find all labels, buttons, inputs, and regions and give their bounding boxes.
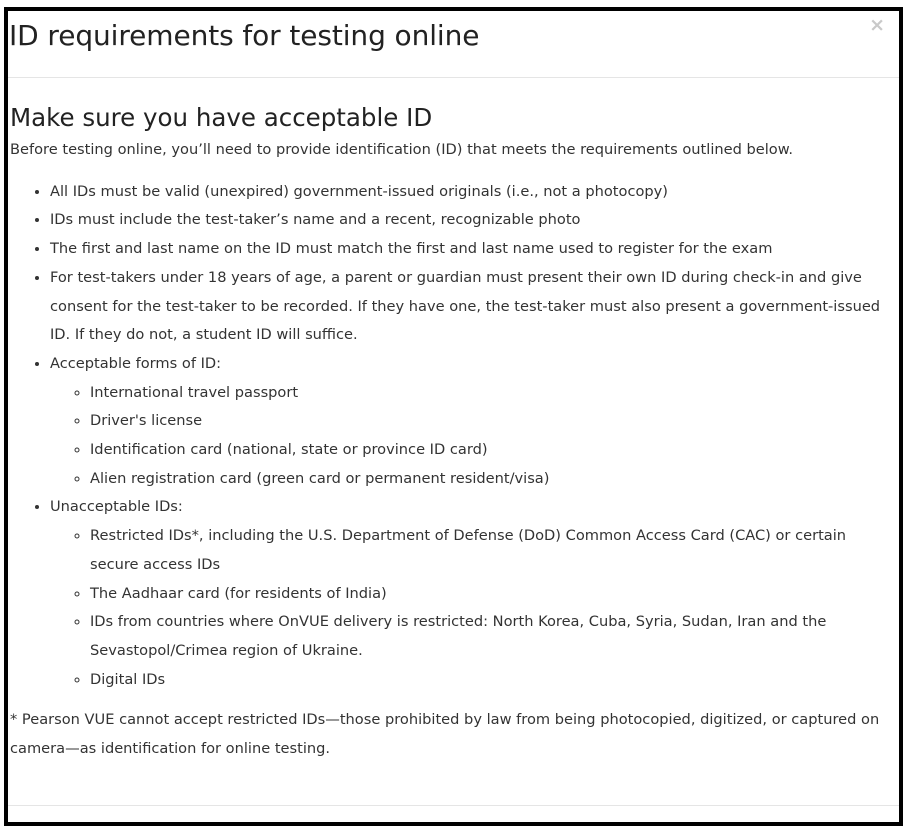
footnote-text: * Pearson VUE cannot accept restricted IDs—those prohibited by law from being photocopied, digitized, or captured on camera—as identification for online testing.	[10, 711, 880, 758]
intro-text: Before testing online, you’ll need to provide identification (ID) that meets the requirements outlined below.	[10, 141, 793, 158]
list-item: ◦ Restricted IDs*, including the U.S. Department of Defense (DoD) Common Access Card (CAC) or certain secure access IDs	[90, 522, 889, 579]
acceptable-ids-item	[50, 350, 889, 494]
list-item: ◦ The Aadhaar card (for residents of India)	[90, 580, 889, 609]
id-requirements-modal	[4, 7, 903, 826]
modal-title: ID requirements for testing online	[9, 19, 480, 52]
unacceptable-ids-item	[50, 493, 889, 694]
modal-footer	[8, 805, 899, 823]
modal-body	[8, 102, 899, 764]
list-item: • For test-takers under 18 years of age, a parent or guardian must present their own ID during check-in and give consent for the test-taker to be recorded. If they have one, the test-taker must also present a government-issued ID. If they do not, a student ID will suffice.	[50, 264, 889, 350]
close-icon[interactable]: ×	[869, 14, 885, 36]
list-item: ◦ Identification card (national, state or province ID card)	[90, 436, 889, 465]
list-item: • All IDs must be valid (unexpired) government-issued originals (i.e., not a photocopy)	[50, 178, 889, 207]
modal-header	[8, 11, 899, 78]
list-item: • IDs must include the test-taker’s name and a recent, recognizable photo	[50, 206, 889, 235]
list-item: • The first and last name on the ID must match the first and last name used to register for the exam	[50, 235, 889, 264]
acceptable-ids-list	[50, 379, 889, 494]
list-item: ◦ International travel passport	[90, 379, 889, 408]
unacceptable-ids-label: Unacceptable IDs:	[50, 498, 183, 516]
requirements-list	[10, 178, 889, 695]
list-item: ◦ Alien registration card (green card or permanent resident/visa)	[90, 465, 889, 494]
list-item: ◦ Digital IDs	[90, 666, 889, 695]
unacceptable-ids-list	[50, 522, 889, 694]
list-item: ◦ IDs from countries where OnVUE delivery is restricted: North Korea, Cuba, Syria, Sudan, Iran and the Sevastopol/Crimea region of Ukraine.	[90, 608, 889, 665]
list-item: ◦ Driver's license	[90, 407, 889, 436]
section-heading: Make sure you have acceptable ID	[10, 103, 433, 132]
acceptable-ids-label: Acceptable forms of ID:	[50, 354, 222, 372]
